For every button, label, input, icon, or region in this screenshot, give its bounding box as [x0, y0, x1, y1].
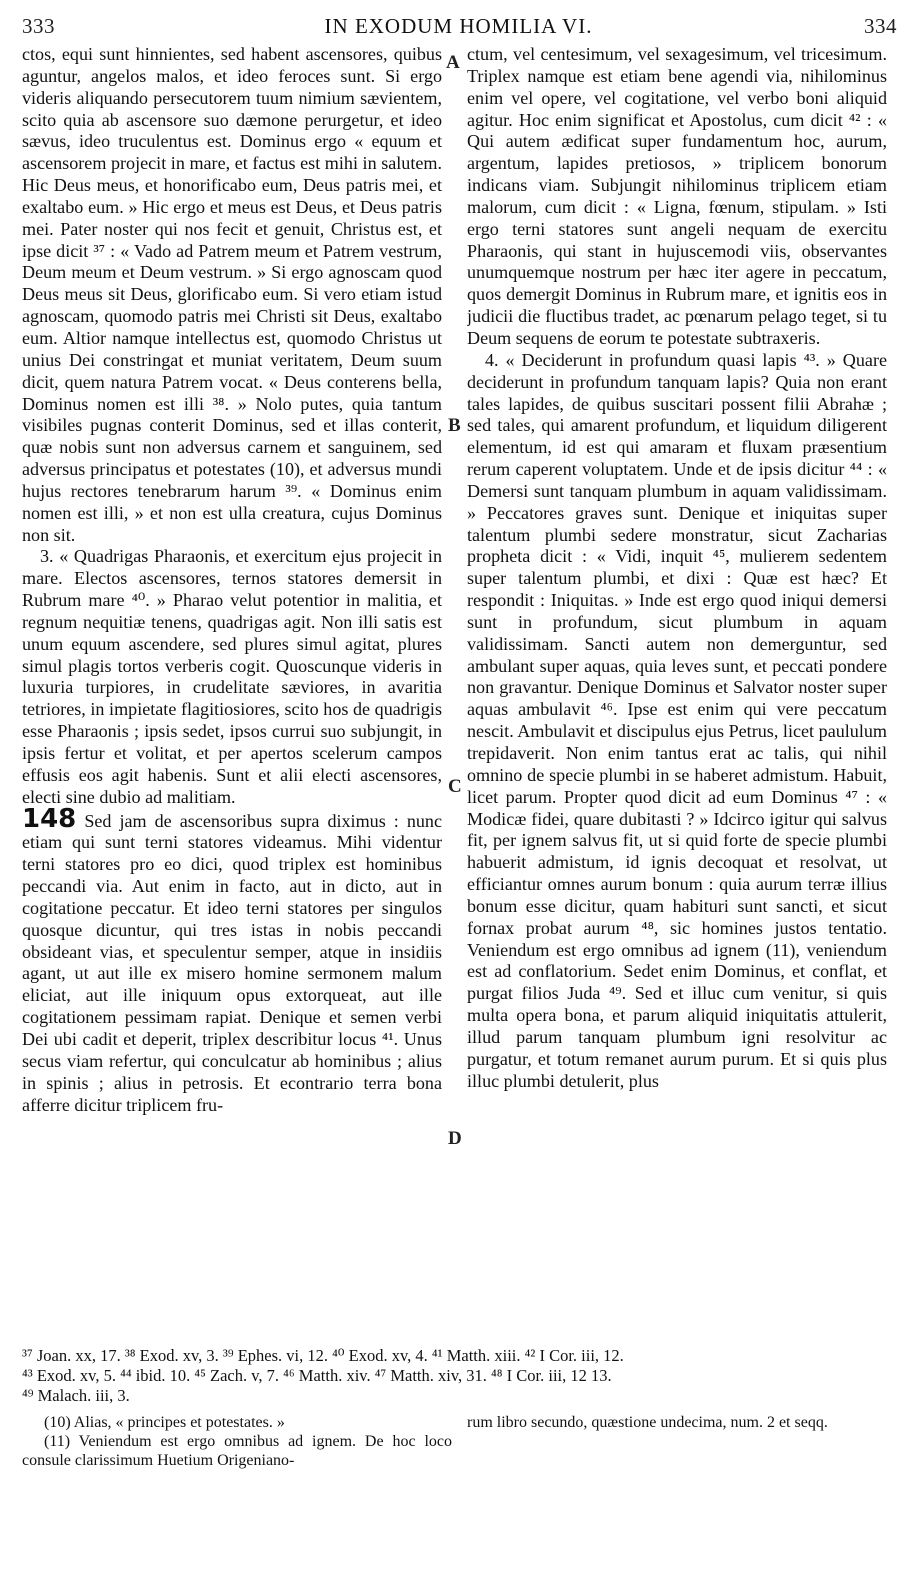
page-number-left: 333 — [22, 14, 55, 38]
left-paragraph-3 — [22, 803, 442, 1117]
left-paragraph-1: ctos, equi sunt hinnientes, sed habent ascensores, quibus aguntur, angelos malos, et ideo feroces sunt. Si ergo videris aliquando persecutorem tuum nimium sævientem, scito quia ab ascensore suo dæmone perurgetur, et ideo sævus, ideo truculentus est. Dominus ergo « equum et ascensorem projecit in mare, et factus est mihi in salutem. Hic Deus meus, et honorificabo eum, Deus patris mei, et exaltabo eum. » Hic ergo et meus est Deus, et Deus patris mei. Pater noster qui nos fecit et genuit, Christus est, et ipse dicit ³⁷ : « Vado ad Patrem meum et Patrem vestrum, Deum meum et Deum vestrum. » Si ergo agnoscam quod Deus meus sit Deus, glorificabo eum. Si vero etiam istud agnoscam, quomodo patris mei Christi sit Deus, exaltabo eum. Altior namque intellectus est, quomodo Christus ut unius Dei constringat et muniat veritatem, Deum suum dicit, quem natura Patrem vocat. « Deus conterens bella, Dominus nomen est illi ³⁸. » Nolo putes, quia tantum visibiles pugnas conterit Dominus, sed et illas conterit, quæ nobis sunt non adversus carnem et sanguinem, sed adversus principatus et potestates (10), et adversus mundi hujus rectores tenebrarum harum ³⁹. « Dominus enim nomen est illi, » et non est ulla creatura, cujus Dominus non sit. — [22, 44, 442, 545]
section-marker-d: D — [448, 1128, 462, 1149]
reference-line-2: ⁴³ Exod. xv, 5. ⁴⁴ ibid. 10. ⁴⁵ Zach. v, 7. ⁴⁶ Matth. xiv. ⁴⁷ Matth. xiv, 31. ⁴⁸ I Cor. iii, 12 13. — [22, 1366, 612, 1385]
right-column — [467, 44, 887, 1344]
running-header — [0, 14, 917, 40]
right-paragraph-2: 4. « Deciderunt in profundum quasi lapis ⁴³. » Quare deciderunt in profundum tanquam lapis? Quia non erant tales lapides, de quibus suscitari possent filii Abrahæ ; sed tales, qui amarent profundum, et liquidum diligerent elementum, id est qui amaram et fluxam præsentium rerum caperent voluptatem. Unde et de ipsis dicitur ⁴⁴ : « Demersi sunt tanquam plumbum in aquam validissimam. » Peccatores graves sunt. Denique et iniquitas super talentum plumbi sedere monstratur, sicut Zacharias propheta dicit : « Vidi, inquit ⁴⁵, mulierem sedentem super talentum plumbi, et dixi : Quæ est hæc? Et respondit : Iniquitas. » Inde est ergo quod iniqui demersi sunt in profundum, sicut plumbum in aquam validissimam. Sancti autem non demerguntur, sed ambulant super aquas, quia leves sunt, et peccati pondere non gravantur. Denique Dominus et Salvator noster super aquas ambulavit ⁴⁶. Ipse est enim qui vere peccatum nescit. Ambulavit et discipulus ejus Petrus, licet paululum trepidaverit. Non enim tantus erat ac talis, qui nihil omnino de specie plumbi in se haberet admistum. Habuit, licet parum. Propter quod dicit ad eum Dominus ⁴⁷ : « Modicæ fidei, quare dubitasti ? » Idcirco igitur qui salvus fit, per ignem salvus fit, ut si quid forte de specie plumbi habuerit admistum, id ignis decoquat et resolvat, ut efficiantur omnes aurum bonum : quia aurum terræ illius bonum esse dicitur, quam habituri sunt sancti, et sicut fornax probat aurum ⁴⁸, sic homines justos tentatio. Veniendum est ergo omnibus ad ignem (11), veniendum est ad conflatorium. Sedet enim Dominus, et conflat, et purgat filios Juda ⁴⁹. Sed et illuc cum venitur, si quis multa opera bona, et parum aliquid iniquitatis attulerit, illud parum tanquam plumbum igni resolvitur ac purgatur, et totum remanet aurum purum. Et si quis plus illuc plumbi detulerit, plus — [467, 349, 887, 1091]
section-marker-a: A — [446, 52, 460, 73]
footnotes-left — [22, 1413, 452, 1470]
left-column — [22, 44, 442, 1344]
left-paragraph-3-text: Sed jam de ascensoribus supra diximus : nunc etiam qui sunt terni statores videamus. Mihi videntur terni statores pro eo dici, quod triplex est hominibus peccandi via. Aut enim in facto, aut in dicto, aut in cogitatione peccatur. Et ideo terni statores per singulos quosque dicuntur, qui tres istas in nobis peccandi obsideant vias, et speculentur semper, atque in insidiis agant, ut aut ille ex misero homine sermonem malum eliciat, aut ille iniquum opus extorqueat, aut ille cogitationem pessimam rapiat. Denique et semen verbi Dei ubi cadit et deperit, triplex describitur locus ⁴¹. Unus secus viam refertur, qui conculcatur ab hominibus ; alius in spinis ; alius in petrosis. Et econtrario terra bona afferre dicitur triplicem fru- — [22, 810, 442, 1115]
left-paragraph-2: 3. « Quadrigas Pharaonis, et exercitum ejus projecit in mare. Electos ascensores, ternos statores demersit in Rubrum mare ⁴⁰. » Pharao velut potentior in malitia, et regnum nequitiæ tenens, quadrigas agit. Non illi satis est unum equum ascendere, sed plures simul agitat, plures simul plagis tortos verberis cogit. Quoscunque videris in luxuria turpiores, in crudelitate sæviores, in avaritia tetriores, in impietate flagitiosiores, scito hos de quadrigis esse Pharaonis ; ipsis sedet, ipsos currui suo subjungit, in ipsis fertur et volitat, et per apertos scelerum campos effusis eos agit habenis. Sunt et alii electi ascensores, electi sine dubio ad malitiam. — [22, 546, 442, 807]
footnote-11: (11) Veniendum est ergo omnibus ad ignem. De hoc loco consule clarissimum Huetium Origeniano- — [22, 1433, 452, 1469]
footnote-10: (10) Alias, « principes et potestates. » — [44, 1414, 285, 1431]
page-number-right: 334 — [864, 14, 897, 38]
scripture-references — [22, 1346, 892, 1406]
footnote-11-continued: rum libro secundo, quæstione undecima, num. 2 et seqq. — [467, 1414, 828, 1431]
reference-line-3: ⁴⁹ Malach. iii, 3. — [22, 1386, 130, 1405]
section-marker-b: B — [448, 415, 461, 436]
running-title: IN EXODUM HOMILIA VI. — [324, 14, 593, 38]
reference-line-1: ³⁷ Joan. xx, 17. ³⁸ Exod. xv, 3. ³⁹ Ephes. vi, 12. ⁴⁰ Exod. xv, 4. ⁴¹ Matth. xiii. ⁴² I Cor. iii, 12. — [22, 1346, 624, 1365]
section-marker-c: C — [448, 776, 462, 797]
footnotes-right — [467, 1413, 887, 1432]
right-paragraph-1: ctum, vel centesimum, vel sexagesimum, vel tricesimum. Triplex namque est etiam bene agendi via, nihilominus enim vel opere, vel cogitatione, vel verbo boni aliquid agitur. Hoc enim significat et Apostolus, cum dicit ⁴² : « Qui autem ædificat super fundamentum hoc, aurum, argentum, lapides pretiosos, » triplicem bonorum indicans viam. Subjungit nihilominus triplicem etiam malorum, cum dicit : « Ligna, fœnum, stipulam. » Isti ergo terni statores sunt angeli nequam de exercitu Pharaonis, qui stant in hujuscemodi viis, observantes unumquemque nostrum per hæc iter agere in peccatum, quos demergit Dominus in Rubrum mare, et ignitis eos in judicii die fluctibus tradet, ac pœnarum pelago teget, si tu Deum sequens de eorum te potestate subtraxeris. — [467, 44, 887, 348]
inline-page-number: 148 — [22, 803, 77, 834]
